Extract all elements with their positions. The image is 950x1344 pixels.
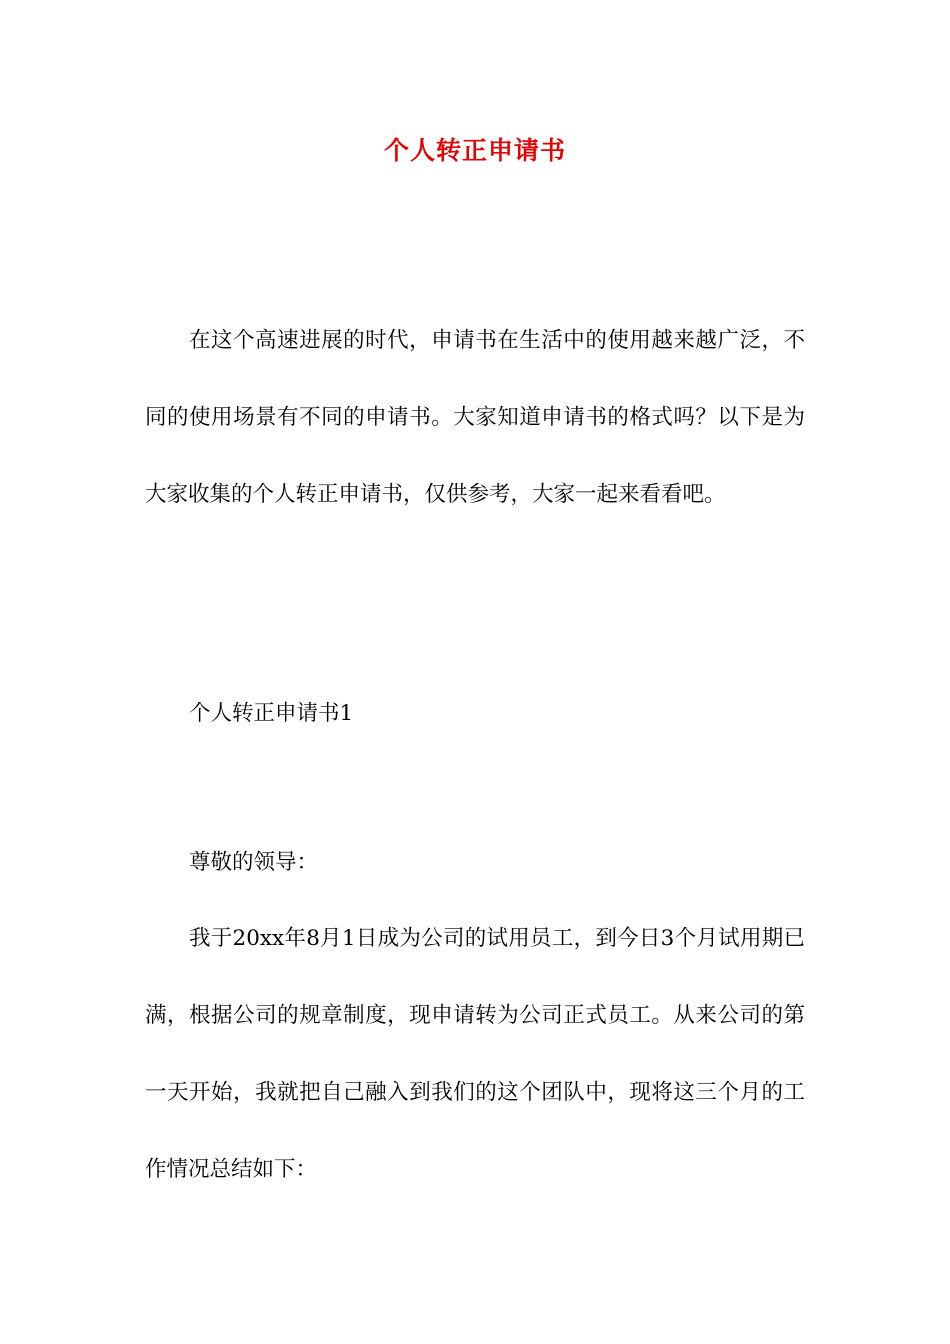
intro-paragraph: 在这个高速进展的时代，申请书在生活中的使用越来越广泛，不同的使用场景有不同的申请书。大家知道申请书的格式吗？以下是为大家收集的个人转正申请书，仅供参考，大家一起来看看吧。 (145, 328, 805, 507)
body-paragraph: 我于20xx年8月1日成为公司的试用员工，到今日3个月试用期已满，根据公司的规章制度，现申请转为公司正式员工。从来公司的第一天开始，我就把自己融入到我们的这个团队中，现将这三个月的工作情况总结如下： (145, 926, 805, 1182)
document-title: 个人转正申请书 (383, 136, 566, 165)
section-subtitle: 个人转正申请书1 (189, 701, 354, 726)
greeting: 尊敬的领导： (189, 850, 319, 875)
